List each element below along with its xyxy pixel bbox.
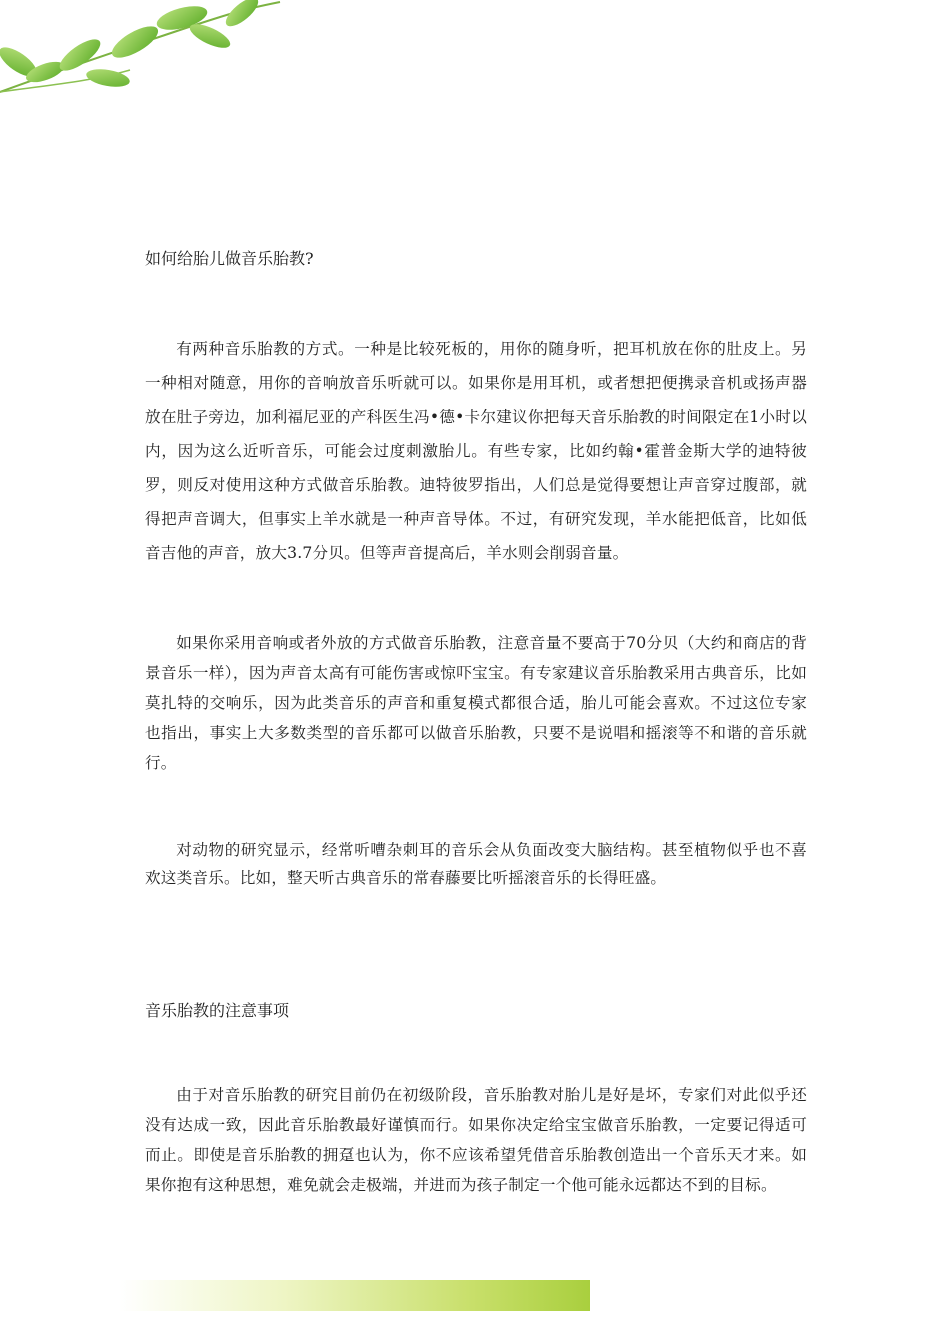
paragraph-methods: 有两种音乐胎教的方式。一种是比较死板的，用你的随身听，把耳机放在你的肚皮上。另一种相对随意，用你的音响放音乐听就可以。如果你是用耳机，或者想把便携录音机或扬声器放在肚子旁边，加利福尼亚的产科医生冯•德•卡尔建议你把每天音乐胎教的时间限定在1小时以内，因为这么近听音乐，可能会过度刺激胎儿。有些专家，比如约翰•霍普金斯大学的迪特彼罗，则反对使用这种方式做音乐胎教。迪特彼罗指出，人们总是觉得要想让声音穿过腹部，就得把声音调大，但事实上羊水就是一种声音导体。不过，有研究发现，羊水能把低音，比如低音吉他的声音，放大3.7分贝。但等声音提高后，羊水则会削弱音量。 bbox=[145, 340, 807, 562]
paragraph-precautions: 由于对音乐胎教的研究目前仍在初级阶段，音乐胎教对胎儿是好是坏，专家们对此似乎还没有达成一致，因此音乐胎教最好谨慎而行。如果你决定给宝宝做音乐胎教，一定要记得适可而止。即使是音乐胎教的拥趸也认为，你不应该希望凭借音乐胎教创造出一个音乐天才来。如果你抱有这种思想，难免就会走极端，并进而为孩子制定一个他可能永远都达不到的目标。 bbox=[145, 1086, 807, 1194]
paragraph-volume: 如果你采用音响或者外放的方式做音乐胎教，注意音量不要高于70分贝（大约和商店的背景音乐一样），因为声音太高有可能伤害或惊吓宝宝。有专家建议音乐胎教采用古典音乐，比如莫扎特的交响乐，因为此类音乐的声音和重复模式都很合适，胎儿可能会喜欢。不过这位专家也指出，事实上大多数类型的音乐都可以做音乐胎教，只要不是说唱和摇滚等不和谐的音乐就行。 bbox=[145, 634, 807, 772]
footer-gradient-bar bbox=[120, 1280, 590, 1311]
green-leaves-icon bbox=[0, 0, 300, 110]
section-heading-precautions: 音乐胎教的注意事项 bbox=[145, 1001, 290, 1020]
section-heading-how-to: 如何给胎儿做音乐胎教? bbox=[145, 249, 314, 268]
paragraph-animal-research: 对动物的研究显示，经常听嘈杂刺耳的音乐会从负面改变大脑结构。甚至植物似乎也不喜欢这类音乐。比如，整天听古典音乐的常春藤要比听摇滚音乐的长得旺盛。 bbox=[145, 841, 807, 887]
